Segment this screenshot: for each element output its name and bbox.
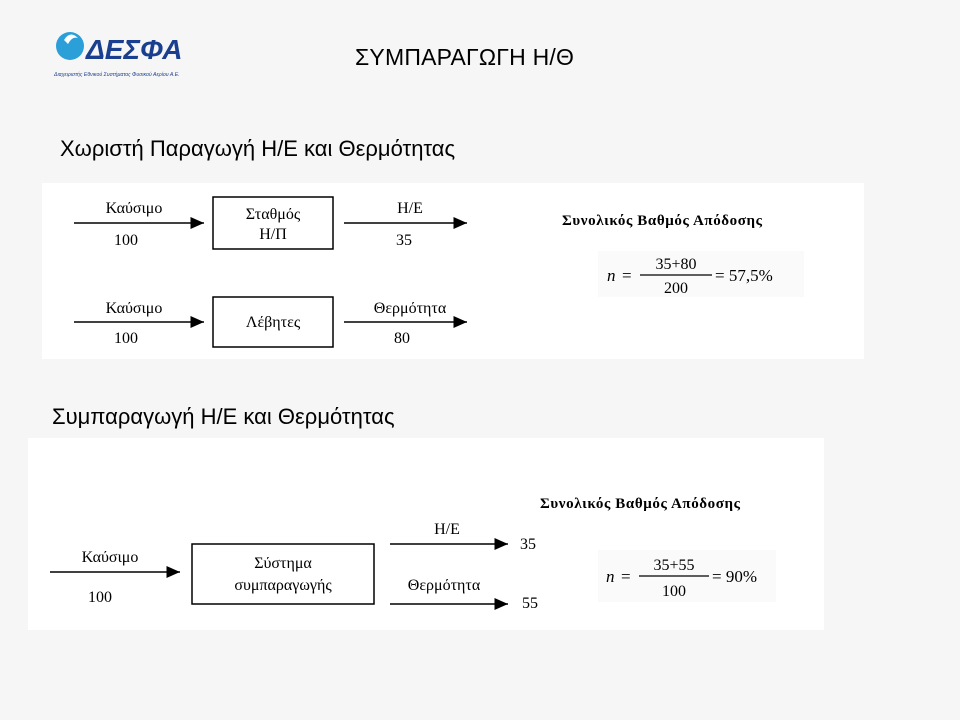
separate-efficiency-label: Συνολικός Βαθμός Απόδοσης (562, 213, 763, 229)
row2-output-label: Θερμότητα (373, 300, 447, 317)
separate-formula-denominator: 200 (664, 280, 688, 297)
cogen-electricity-value: 35 (520, 536, 536, 553)
slide-title: ΣΥΜΠΑΡΑΓΩΓΗ Η/Θ (355, 44, 575, 70)
cogen-electricity-label: Η/Ε (434, 521, 460, 538)
cogen-formula-numerator: 35+55 (653, 557, 695, 574)
row2-output-value: 80 (394, 330, 410, 347)
separate-production-heading: Χωριστή Παραγωγή Η/Ε και Θερμότητας (60, 136, 456, 161)
cogen-efficiency-label: Συνολικός Βαθμός Απόδοσης (540, 496, 741, 512)
boilers-label: Λέβητες (245, 314, 301, 331)
separate-formula-numerator: 35+80 (655, 256, 697, 273)
cogen-system-label-line2: συμπαραγωγής (234, 577, 332, 594)
cogen-input-value: 100 (88, 589, 112, 606)
power-plant-label-line2: Η/Π (259, 226, 287, 243)
row2-input-label: Καύσιμο (105, 300, 163, 317)
cogen-input-label: Καύσιμο (81, 549, 139, 566)
separate-formula-result: = 57,5% (715, 266, 773, 285)
desfa-logo (52, 26, 202, 82)
row1-input-value: 100 (114, 232, 138, 249)
logo-wordmark: ΔΕΣΦΑ (86, 34, 183, 65)
cogeneration-heading: Συμπαραγωγή Η/Ε και Θερμότητας (52, 404, 395, 429)
cogen-system-label-line1: Σύστημα (254, 555, 312, 572)
cogen-heat-label: Θερμότητα (407, 577, 481, 594)
cogen-heat-value: 55 (522, 595, 538, 612)
logo-subtitle: Διαχειριστής Εθνικού Συστήματος Φυσικού Αερίου Α.Ε. (54, 72, 180, 78)
cogen-system-box (192, 544, 374, 604)
cogeneration-diagram (28, 438, 824, 630)
cogen-formula-symbol: n (606, 567, 615, 586)
row1-output-label: Η/Ε (397, 200, 423, 217)
cogen-formula-denominator: 100 (662, 583, 686, 600)
svg-text:=: = (621, 567, 631, 586)
svg-text:=: = (622, 266, 632, 285)
row2-input-value: 100 (114, 330, 138, 347)
separate-production-diagram (42, 183, 864, 359)
row1-output-value: 35 (396, 232, 412, 249)
cogen-formula-result: = 90% (712, 567, 757, 586)
row1-input-label: Καύσιμο (105, 200, 163, 217)
power-plant-label-line1: Σταθμός (245, 206, 301, 223)
separate-formula-symbol: n (607, 266, 616, 285)
